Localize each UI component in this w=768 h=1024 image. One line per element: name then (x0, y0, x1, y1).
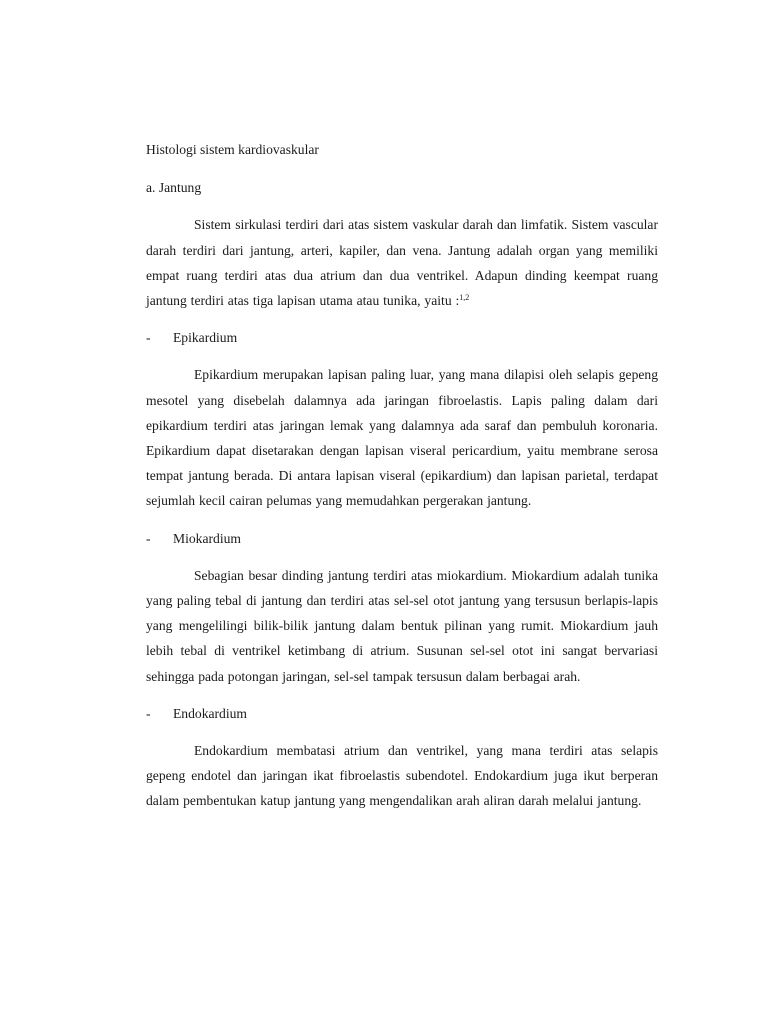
layer-paragraph-miokardium: Sebagian besar dinding jantung terdiri atas miokardium. Miokardium adalah tunika yang paling tebal di jantung dan terdiri atas sel-sel otot jantung yang tersusun berlapis-lapis yang mengelilingi bilik-bilik jantung dalam bentuk pilinan yang rumit. Miokardium jauh lebih tebal di ventrikel ketimbang di atrium. Susunan sel-sel otot ini sangat bervariasi sehingga pada potongan jaringan, sel-sel tampak tersusun dalam berbagai arah. (146, 567, 658, 684)
bullet-dash: - (146, 705, 151, 721)
document-body (146, 137, 658, 826)
document-title: Histologi sistem kardiovaskular (146, 142, 319, 157)
bullet-dash: - (146, 330, 151, 346)
section-heading-jantung: a. Jantung (146, 180, 202, 196)
bullet-dash: - (146, 530, 151, 546)
layer-heading-endokardium (146, 701, 658, 726)
layer-heading-epikardium (146, 325, 658, 350)
layer-paragraph-endokardium: Endokardium membatasi atrium dan ventrikel, yang mana terdiri atas selapis gepeng endotel dan jaringan ikat fibroelastis subendotel. Endokardium juga ikut berperan dalam pembentukan katup jantung yang mengendalikan arah aliran darah melalui jantung. (146, 743, 658, 809)
layer-heading-miokardium (146, 526, 658, 551)
layer-name: Endokardium (173, 705, 247, 721)
layer-name: Epikardium (173, 330, 238, 346)
citation-superscript: 1,2 (459, 293, 470, 303)
layer-name: Miokardium (173, 530, 241, 546)
intro-text: Sistem sirkulasi terdiri dari atas sistem vaskular darah dan limfatik. Sistem vascular darah terdiri dari jantung, arteri, kapiler, dan vena. Jantung adalah organ yang memiliki empat ruang terdiri atas dua atrium dan dua ventrikel. Adapun dinding keempat ruang jantung terdiri atas tiga lapisan utama atau tunika, yaitu : (146, 217, 658, 309)
layer-paragraph-epikardium: Epikardium merupakan lapisan paling luar, yang mana dilapisi oleh selapis gepeng mesotel yang disebelah dalamnya ada jaringan fibroelastis. Lapis paling dalam dari epikardium terdiri atas jaringan lemak yang dalamnya ada saraf dan pembuluh koronaria. Epikardium dapat disetarakan dengan lapisan viseral pericardium, yaitu membrane serosa tempat jantung berada. Di antara lapisan viseral (epikardium) dan lapisan parietal, terdapat sejumlah kecil cairan pelumas yang memudahkan pergerakan jantung. (146, 367, 658, 509)
intro-paragraph (146, 212, 658, 313)
